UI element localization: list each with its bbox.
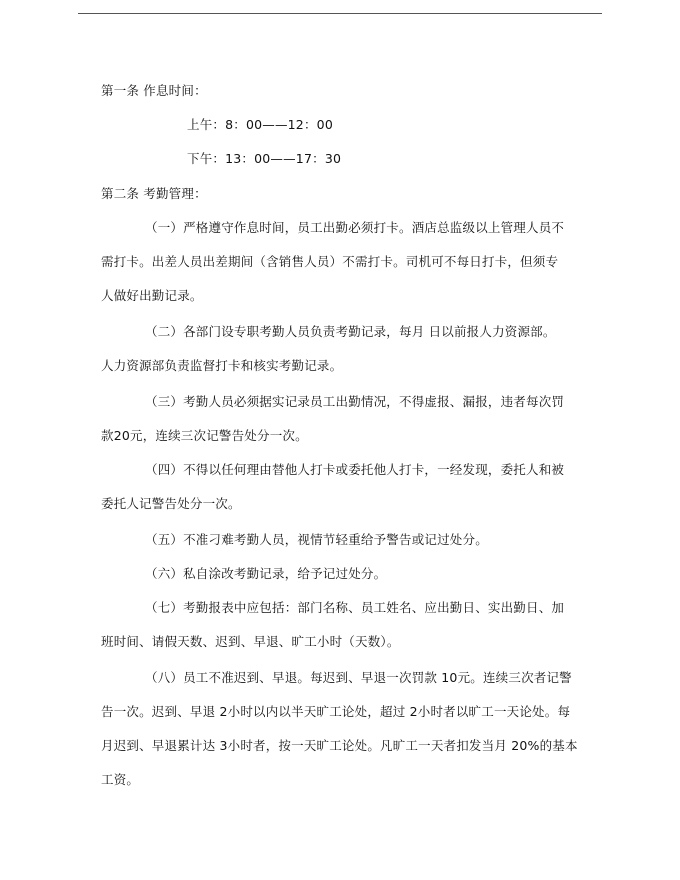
clause-8-line-2: 告一次。迟到、早退 2小时以内以半天旷工论处，超过 2小时者以旷工一天论处。每: [101, 704, 571, 719]
clause-8-line-3: 月迟到、早退累计达 3小时者，按一天旷工论处。凡旷工一天者扣发当月 20%的基本: [101, 738, 578, 753]
clause-8-line-4: 工资。: [101, 772, 140, 787]
clause-3-line-2: 款20元，连续三次记警告处分一次。: [101, 428, 308, 443]
article-2-heading: 第二条 考勤管理：: [101, 186, 207, 201]
header-rule: [78, 13, 602, 14]
clause-8-line-1: （八）员工不准迟到、早退。每迟到、早退一次罚款 10元。连续三次者记警: [145, 670, 572, 685]
clause-2-line-1: （二）各部门设专职考勤人员负责考勤记录，每月 日以前报人力资源部。: [145, 324, 556, 339]
clause-3-line-1: （三）考勤人员必须据实记录员工出勤情况，不得虚报、漏报，违者每次罚: [145, 394, 565, 409]
clause-6-line-1: （六）私自涂改考勤记录，给予记过处分。: [145, 566, 387, 581]
clause-1-line-2: 需打卡。出差人员出差期间（含销售人员）不需打卡。司机可不每日打卡，但须专: [101, 254, 559, 269]
clause-4-line-1: （四）不得以任何理由替他人打卡或委托他人打卡，一经发现，委托人和被: [145, 462, 565, 477]
clause-5-line-1: （五）不准刁难考勤人员，视情节轻重给予警告或记过处分。: [145, 532, 488, 547]
clause-4-line-2: 委托人记警告处分一次。: [101, 496, 241, 511]
clause-7-line-1: （七）考勤报表中应包括：部门名称、员工姓名、应出勤日、实出勤日、加: [145, 600, 565, 615]
clause-2-line-2: 人力资源部负责监督打卡和核实考勤记录。: [101, 358, 343, 373]
clause-1-line-3: 人做好出勤记录。: [101, 288, 203, 303]
afternoon-hours: 下午：13：00——17：30: [187, 151, 342, 166]
morning-hours: 上午：8：00——12：00: [187, 117, 333, 132]
clause-7-line-2: 班时间、请假天数、迟到、早退、旷工小时（天数）。: [101, 634, 400, 649]
clause-1-line-1: （一）严格遵守作息时间，员工出勤必须打卡。酒店总监级以上管理人员不: [145, 220, 565, 235]
article-1-heading: 第一条 作息时间：: [101, 83, 207, 98]
